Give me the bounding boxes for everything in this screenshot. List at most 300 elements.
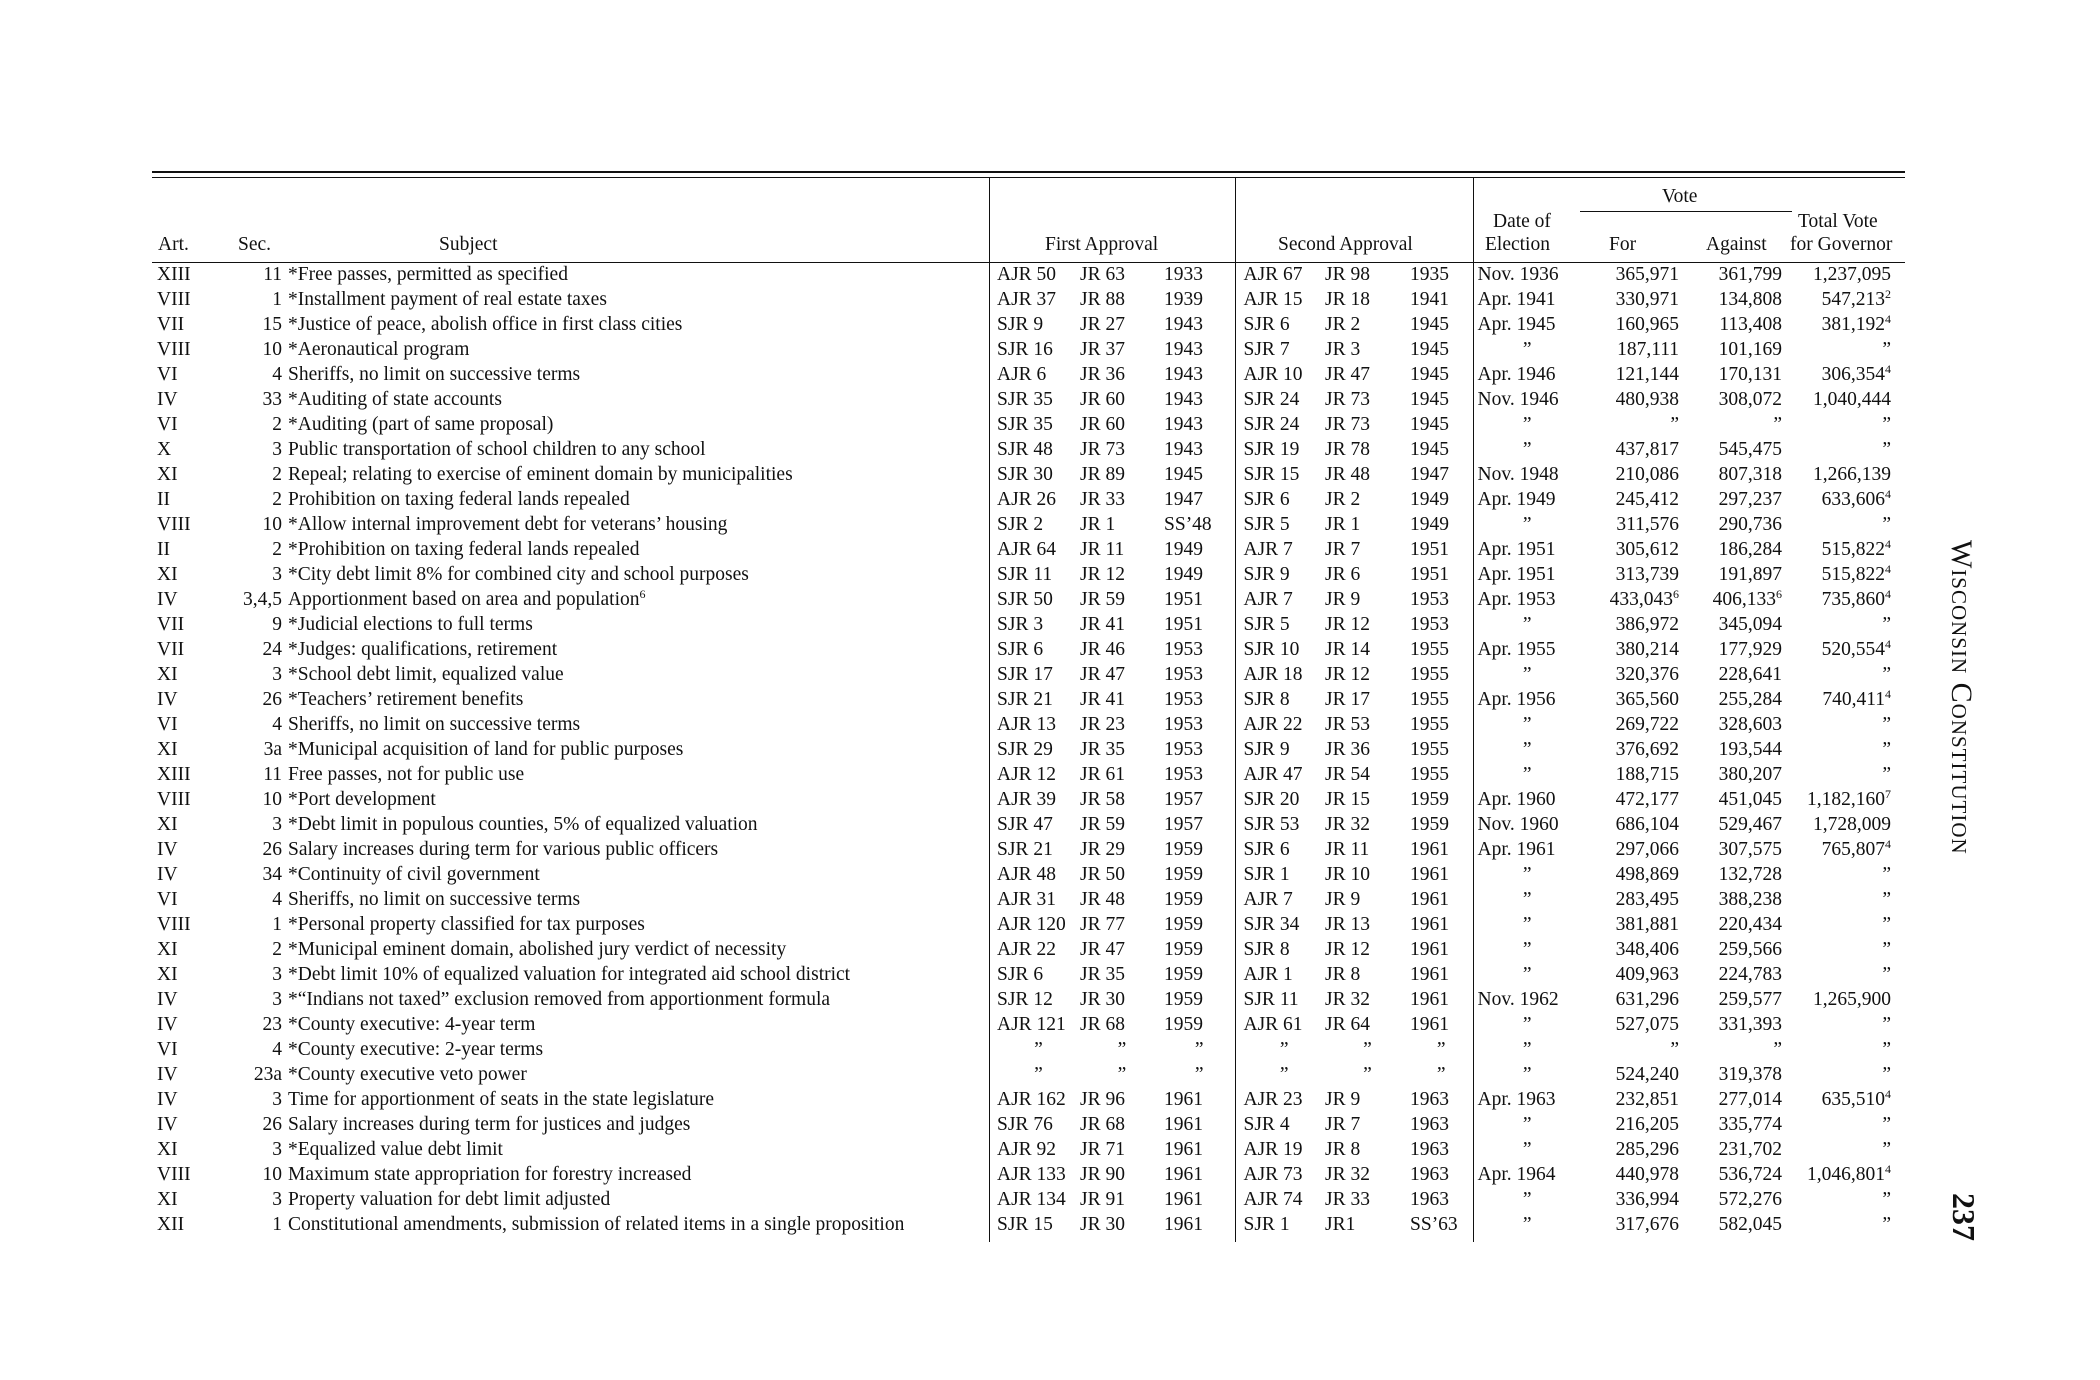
votes-against: 536,724 xyxy=(1718,1164,1782,1185)
first-approval-year: 1961 xyxy=(1164,1114,1203,1135)
votes-against: 193,544 xyxy=(1718,739,1782,760)
table-row xyxy=(152,337,1905,362)
votes-for: 440,978 xyxy=(1615,1164,1679,1185)
first-approval-jr: JR 58 xyxy=(1080,789,1125,810)
votes-for: 336,994 xyxy=(1615,1189,1679,1210)
first-approval-jr: JR 89 xyxy=(1080,464,1125,485)
total-vote-governor: 1,728,009 xyxy=(1813,814,1891,835)
first-approval-jr: JR 88 xyxy=(1080,289,1125,310)
second-approval-jr: JR 18 xyxy=(1325,289,1370,310)
second-approval-jr: JR 13 xyxy=(1325,914,1370,935)
second-approval-bill: SJR 34 xyxy=(1235,912,1325,937)
second-approval-jr: JR 12 xyxy=(1325,939,1370,960)
sec-cell: 33 xyxy=(262,389,282,410)
second-approval-year: 1963 xyxy=(1410,1164,1449,1185)
first-approval-jr: JR 29 xyxy=(1080,839,1125,860)
votes-against: 529,467 xyxy=(1718,814,1782,835)
second-approval-bill: SJR 24 xyxy=(1235,387,1325,412)
art-cell: XI xyxy=(157,464,178,485)
second-approval-year: 1961 xyxy=(1410,939,1449,960)
first-approval-bill: SJR 50 xyxy=(997,589,1053,610)
first-approval-year: 1959 xyxy=(1164,914,1203,935)
subject-cell: *County executive veto power xyxy=(288,1064,527,1085)
second-approval-year: 1951 xyxy=(1410,539,1449,560)
votes-for: 631,296 xyxy=(1615,989,1679,1010)
total-vote-governor: ” xyxy=(1882,1114,1891,1135)
sec-cell: 4 xyxy=(272,889,282,910)
first-approval-year: 1959 xyxy=(1164,989,1203,1010)
table-row xyxy=(152,512,1905,537)
sec-cell: 9 xyxy=(272,614,282,635)
votes-for: 472,177 xyxy=(1615,789,1679,810)
votes-against: 345,094 xyxy=(1718,614,1782,635)
second-approval-bill: SJR 7 xyxy=(1235,337,1325,362)
subject-cell: Sheriffs, no limit on successive terms xyxy=(288,889,581,910)
table-row xyxy=(152,437,1905,462)
election-date: ” xyxy=(1473,1137,1577,1162)
table-row xyxy=(152,912,1905,937)
first-approval-year: 1961 xyxy=(1164,1089,1203,1110)
subject-cell: Apportionment based on area and population$^6$ xyxy=(288,587,646,610)
sec-cell: 3 xyxy=(272,989,282,1010)
first-approval-year: 1943 xyxy=(1164,314,1203,335)
total-vote-governor: 515,822$^4$ xyxy=(1821,537,1891,560)
sec-cell: 2 xyxy=(272,539,282,560)
header-against: Against xyxy=(1706,234,1767,255)
votes-against: 101,169 xyxy=(1718,339,1782,360)
art-cell: VIII xyxy=(157,1164,191,1185)
first-approval-jr: JR 59 xyxy=(1080,814,1125,835)
votes-against: 572,276 xyxy=(1718,1189,1782,1210)
votes-against: 224,783 xyxy=(1718,964,1782,985)
sec-cell: 4 xyxy=(272,1039,282,1060)
second-approval-bill: AJR 10 xyxy=(1235,362,1325,387)
votes-for: 305,612 xyxy=(1615,539,1679,560)
table-row xyxy=(152,937,1905,962)
second-approval-bill: SJR 15 xyxy=(1235,462,1325,487)
second-approval-bill: AJR 23 xyxy=(1235,1087,1325,1112)
election-date: ” xyxy=(1473,1062,1577,1087)
votes-for: 320,376 xyxy=(1615,664,1679,685)
table-row xyxy=(152,387,1905,412)
votes-for: 245,412 xyxy=(1615,489,1679,510)
second-approval-bill: ” xyxy=(1235,1062,1325,1087)
first-approval-bill: SJR 48 xyxy=(997,439,1053,460)
votes-for: 381,881 xyxy=(1615,914,1679,935)
table-row xyxy=(152,1162,1905,1187)
table-row xyxy=(152,662,1905,687)
sec-cell: 34 xyxy=(262,864,282,885)
votes-for: 283,495 xyxy=(1615,889,1679,910)
election-date: Apr. 1951 xyxy=(1473,537,1577,562)
second-approval-year: 1955 xyxy=(1410,714,1449,735)
first-approval-jr: JR 47 xyxy=(1080,939,1125,960)
total-vote-governor: 633,606$^4$ xyxy=(1821,487,1891,510)
second-approval-year: 1949 xyxy=(1410,489,1449,510)
second-approval-jr: JR 98 xyxy=(1325,264,1370,285)
second-approval-bill: SJR 6 xyxy=(1235,312,1325,337)
subject-cell: *Justice of peace, abolish office in first class cities xyxy=(288,314,683,335)
art-cell: VI xyxy=(157,1039,178,1060)
sec-cell: 23a xyxy=(253,1064,282,1085)
first-approval-year: 1943 xyxy=(1164,364,1203,385)
sec-cell: 1 xyxy=(272,914,282,935)
sec-cell: 26 xyxy=(262,1114,282,1135)
top-rule-thick xyxy=(152,171,1905,173)
total-vote-governor: ” xyxy=(1882,414,1891,435)
table-row xyxy=(152,1012,1905,1037)
second-approval-bill: SJR 6 xyxy=(1235,487,1325,512)
art-cell: XI xyxy=(157,939,178,960)
second-approval-bill: AJR 61 xyxy=(1235,1012,1325,1037)
second-approval-bill: SJR 1 xyxy=(1235,862,1325,887)
first-approval-bill: AJR 6 xyxy=(997,364,1047,385)
votes-for: 313,739 xyxy=(1615,564,1679,585)
art-cell: VI xyxy=(157,364,178,385)
votes-for: 188,715 xyxy=(1615,764,1679,785)
table-row xyxy=(152,1112,1905,1137)
sec-cell: 24 xyxy=(262,639,282,660)
first-approval-bill: AJR 162 xyxy=(997,1089,1066,1110)
second-approval-jr: JR 64 xyxy=(1325,1014,1370,1035)
first-approval-bill: AJR 50 xyxy=(997,264,1057,285)
total-vote-governor: ” xyxy=(1882,714,1891,735)
subject-cell: *“Indians not taxed” exclusion removed from apportionment formula xyxy=(288,989,831,1010)
votes-against: 307,575 xyxy=(1718,839,1782,860)
subject-cell: *Aeronautical program xyxy=(288,339,470,360)
second-approval-year: 1941 xyxy=(1410,289,1449,310)
subject-cell: Salary increases during term for various public officers xyxy=(288,839,719,860)
total-vote-governor: ” xyxy=(1882,1039,1891,1060)
second-approval-jr: JR 48 xyxy=(1325,464,1370,485)
total-vote-governor: 306,354$^4$ xyxy=(1821,362,1891,385)
votes-for: 348,406 xyxy=(1615,939,1679,960)
first-approval-bill: AJR 37 xyxy=(997,289,1057,310)
total-vote-governor: ” xyxy=(1882,739,1891,760)
second-approval-bill: AJR 18 xyxy=(1235,662,1325,687)
second-approval-bill: SJR 11 xyxy=(1235,987,1325,1012)
art-cell: IV xyxy=(157,1064,178,1085)
votes-for: 317,676 xyxy=(1615,1214,1679,1235)
first-approval-bill: AJR 26 xyxy=(997,489,1057,510)
first-approval-jr: JR 73 xyxy=(1080,439,1125,460)
second-approval-bill: SJR 8 xyxy=(1235,937,1325,962)
election-date: ” xyxy=(1473,1037,1577,1062)
table-row xyxy=(152,1087,1905,1112)
art-cell: IV xyxy=(157,589,178,610)
first-approval-bill: SJR 9 xyxy=(997,314,1044,335)
first-approval-jr: JR 23 xyxy=(1080,714,1125,735)
votes-against: 388,238 xyxy=(1718,889,1782,910)
art-cell: IV xyxy=(157,1089,178,1110)
total-vote-governor: ” xyxy=(1882,339,1891,360)
first-approval-jr: JR 30 xyxy=(1080,989,1125,1010)
art-cell: IV xyxy=(157,389,178,410)
art-cell: VII xyxy=(157,314,185,335)
votes-for: 433,043$^6$ xyxy=(1609,587,1679,610)
second-approval-jr: JR 1 xyxy=(1325,514,1361,535)
subject-cell: Sheriffs, no limit on successive terms xyxy=(288,714,581,735)
total-vote-governor: 520,554$^4$ xyxy=(1821,637,1891,660)
art-cell: XIII xyxy=(157,764,191,785)
total-vote-governor: ” xyxy=(1882,664,1891,685)
first-approval-bill: SJR 15 xyxy=(997,1214,1053,1235)
election-date: ” xyxy=(1473,937,1577,962)
votes-against: 582,045 xyxy=(1718,1214,1782,1235)
second-approval-jr: JR 8 xyxy=(1325,964,1361,985)
total-vote-governor: 547,213$^2$ xyxy=(1821,287,1891,310)
sec-cell: 2 xyxy=(272,414,282,435)
subject-cell: Maximum state appropriation for forestry increased xyxy=(288,1164,692,1185)
first-approval-year: 1959 xyxy=(1164,839,1203,860)
votes-for: 297,066 xyxy=(1615,839,1679,860)
art-cell: XI xyxy=(157,739,178,760)
votes-against: 113,408 xyxy=(1719,314,1782,335)
election-date: ” xyxy=(1473,1012,1577,1037)
total-vote-governor: ” xyxy=(1882,1139,1891,1160)
second-approval-jr: JR 17 xyxy=(1325,689,1370,710)
first-approval-jr: JR 41 xyxy=(1080,689,1125,710)
votes-against: 134,808 xyxy=(1718,289,1782,310)
first-approval-bill: SJR 47 xyxy=(997,814,1053,835)
votes-against: 186,284 xyxy=(1718,539,1782,560)
total-vote-governor: 1,266,139 xyxy=(1813,464,1891,485)
votes-for: 269,722 xyxy=(1615,714,1679,735)
first-approval-bill: AJR 12 xyxy=(997,764,1057,785)
first-approval-jr: ” xyxy=(1117,1064,1127,1085)
header-art: Art. xyxy=(158,234,189,255)
table-row xyxy=(152,712,1905,737)
first-approval-jr: JR 60 xyxy=(1080,414,1125,435)
votes-against: 335,774 xyxy=(1718,1114,1782,1135)
first-approval-jr: JR 90 xyxy=(1080,1164,1125,1185)
art-cell: XI xyxy=(157,1189,178,1210)
first-approval-bill: AJR 48 xyxy=(997,864,1057,885)
votes-for: 480,938 xyxy=(1615,389,1679,410)
first-approval-bill: SJR 76 xyxy=(997,1114,1053,1135)
first-approval-year: 1959 xyxy=(1164,889,1203,910)
election-date: ” xyxy=(1473,1187,1577,1212)
first-approval-jr: JR 35 xyxy=(1080,739,1125,760)
first-approval-bill: AJR 31 xyxy=(997,889,1057,910)
second-approval-year: 1961 xyxy=(1410,989,1449,1010)
votes-against: 255,284 xyxy=(1718,689,1782,710)
votes-for: 187,111 xyxy=(1617,339,1679,360)
subject-cell: *Judges: qualifications, retirement xyxy=(288,639,558,660)
sec-cell: 3 xyxy=(272,964,282,985)
votes-for: 437,817 xyxy=(1615,439,1679,460)
vote-underline xyxy=(1580,211,1792,212)
table-row xyxy=(152,737,1905,762)
subject-cell: *County executive: 4-year term xyxy=(288,1014,536,1035)
art-cell: VIII xyxy=(157,789,191,810)
first-approval-bill: AJR 64 xyxy=(997,539,1057,560)
second-approval-jr: JR 9 xyxy=(1325,889,1361,910)
art-cell: XIII xyxy=(157,264,191,285)
art-cell: IV xyxy=(157,864,178,885)
first-approval-year: 1961 xyxy=(1164,1139,1203,1160)
header-sec: Sec. xyxy=(238,234,272,255)
total-vote-governor: ” xyxy=(1882,1064,1891,1085)
votes-for: 376,692 xyxy=(1615,739,1679,760)
sec-cell: 4 xyxy=(272,714,282,735)
first-approval-bill: SJR 2 xyxy=(997,514,1044,535)
votes-for: 160,965 xyxy=(1615,314,1679,335)
art-cell: XII xyxy=(157,1214,185,1235)
first-approval-year: 1961 xyxy=(1164,1189,1203,1210)
second-approval-year: 1945 xyxy=(1410,439,1449,460)
votes-against: 259,577 xyxy=(1718,989,1782,1010)
second-approval-bill: SJR 9 xyxy=(1235,562,1325,587)
votes-for: 524,240 xyxy=(1615,1064,1679,1085)
sec-cell: 2 xyxy=(272,489,282,510)
votes-against: 451,045 xyxy=(1718,789,1782,810)
first-approval-bill: AJR 92 xyxy=(997,1139,1057,1160)
art-cell: VIII xyxy=(157,339,191,360)
sec-cell: 3 xyxy=(272,564,282,585)
election-date: Apr. 1951 xyxy=(1473,562,1577,587)
table-row xyxy=(152,1137,1905,1162)
election-date: Apr. 1964 xyxy=(1473,1162,1577,1187)
second-approval-bill: AJR 74 xyxy=(1235,1187,1325,1212)
page-number: 237 xyxy=(1946,1193,1982,1241)
subject-cell: *Teachers’ retirement benefits xyxy=(288,689,524,710)
first-approval-year: 1959 xyxy=(1164,864,1203,885)
election-date: ” xyxy=(1473,887,1577,912)
first-approval-jr: JR 68 xyxy=(1080,1114,1125,1135)
first-approval-year: 1951 xyxy=(1164,614,1203,635)
second-approval-bill: SJR 53 xyxy=(1235,812,1325,837)
first-approval-jr: JR 60 xyxy=(1080,389,1125,410)
subject-cell: *Debt limit in populous counties, 5% of equalized valuation xyxy=(288,814,758,835)
art-cell: X xyxy=(157,439,172,460)
subject-cell: Time for apportionment of seats in the state legislature xyxy=(288,1089,715,1110)
second-approval-year: 1961 xyxy=(1410,839,1449,860)
first-approval-year: 1961 xyxy=(1164,1214,1203,1235)
table-row xyxy=(152,487,1905,512)
subject-cell: Public transportation of school children to any school xyxy=(288,439,706,460)
subject-cell: Salary increases during term for justices and judges xyxy=(288,1114,691,1135)
second-approval-bill: AJR 15 xyxy=(1235,287,1325,312)
first-approval-bill: SJR 30 xyxy=(997,464,1053,485)
header-for: For xyxy=(1609,234,1637,255)
first-approval-year: 1959 xyxy=(1164,939,1203,960)
election-date: ” xyxy=(1473,512,1577,537)
votes-for: 686,104 xyxy=(1615,814,1679,835)
votes-for: 232,851 xyxy=(1615,1089,1679,1110)
votes-against: ” xyxy=(1773,1039,1782,1060)
first-approval-year: 1959 xyxy=(1164,964,1203,985)
subject-cell: *Municipal acquisition of land for public purposes xyxy=(288,739,684,760)
votes-for: 365,971 xyxy=(1615,264,1679,285)
second-approval-bill: SJR 20 xyxy=(1235,787,1325,812)
second-approval-jr: JR1 xyxy=(1325,1214,1356,1235)
first-approval-year: 1947 xyxy=(1164,489,1203,510)
total-vote-governor: 735,860$^4$ xyxy=(1821,587,1891,610)
second-approval-jr: JR 73 xyxy=(1325,414,1370,435)
second-approval-bill: SJR 1 xyxy=(1235,1212,1325,1237)
subject-cell: *Equalized value debt limit xyxy=(288,1139,503,1160)
second-approval-jr: JR 2 xyxy=(1325,489,1361,510)
art-cell: XI xyxy=(157,964,178,985)
art-cell: IV xyxy=(157,689,178,710)
first-approval-jr: JR 63 xyxy=(1080,264,1125,285)
first-approval-year: 1949 xyxy=(1164,564,1203,585)
first-approval-bill: SJR 11 xyxy=(997,564,1053,585)
second-approval-year: 1945 xyxy=(1410,414,1449,435)
header-total-line2: for Governor xyxy=(1790,234,1893,255)
art-cell: IV xyxy=(157,989,178,1010)
second-approval-year: 1953 xyxy=(1410,614,1449,635)
second-approval-jr: JR 32 xyxy=(1325,1164,1370,1185)
table-row xyxy=(152,462,1905,487)
first-approval-year: 1949 xyxy=(1164,539,1203,560)
first-approval-year: ” xyxy=(1194,1039,1204,1060)
second-approval-jr: JR 78 xyxy=(1325,439,1370,460)
first-approval-year: 1957 xyxy=(1164,814,1203,835)
election-date: ” xyxy=(1473,762,1577,787)
subject-cell: *Debt limit 10% of equalized valuation for integrated aid school district xyxy=(288,964,851,985)
amendments-table xyxy=(152,262,1905,1237)
sec-cell: 26 xyxy=(262,839,282,860)
second-approval-jr: JR 7 xyxy=(1325,1114,1361,1135)
votes-against: 308,072 xyxy=(1718,389,1782,410)
second-approval-year: ” xyxy=(1436,1064,1446,1085)
second-approval-jr: JR 32 xyxy=(1325,989,1370,1010)
sec-cell: 26 xyxy=(262,689,282,710)
first-approval-jr: JR 61 xyxy=(1080,764,1125,785)
election-date: ” xyxy=(1473,437,1577,462)
subject-cell: Sheriffs, no limit on successive terms xyxy=(288,364,581,385)
total-vote-governor: 1,237,095 xyxy=(1813,264,1891,285)
election-date: Apr. 1946 xyxy=(1473,362,1577,387)
first-approval-year: 1953 xyxy=(1164,639,1203,660)
total-vote-governor: 381,192$^4$ xyxy=(1821,312,1891,335)
total-vote-governor: 1,046,801$^4$ xyxy=(1807,1162,1891,1185)
first-approval-jr: JR 71 xyxy=(1080,1139,1125,1160)
sec-cell: 23 xyxy=(262,1014,282,1035)
running-title: Wisconsin Constitution xyxy=(1945,540,1978,855)
second-approval-year: 1955 xyxy=(1410,664,1449,685)
second-approval-bill: AJR 1 xyxy=(1235,962,1325,987)
first-approval-bill: SJR 17 xyxy=(997,664,1053,685)
table-row xyxy=(152,287,1905,312)
second-approval-year: 1959 xyxy=(1410,789,1449,810)
second-approval-bill: SJR 4 xyxy=(1235,1112,1325,1137)
total-vote-governor: ” xyxy=(1882,1014,1891,1035)
subject-cell: *School debt limit, equalized value xyxy=(288,664,564,685)
second-approval-year: ” xyxy=(1436,1039,1446,1060)
second-approval-bill: ” xyxy=(1235,1037,1325,1062)
table-row xyxy=(152,262,1905,287)
second-approval-jr: JR 36 xyxy=(1325,739,1370,760)
second-approval-jr: JR 7 xyxy=(1325,539,1361,560)
second-approval-year: 1963 xyxy=(1410,1114,1449,1135)
second-approval-jr: JR 14 xyxy=(1325,639,1370,660)
second-approval-jr: JR 11 xyxy=(1325,839,1370,860)
total-vote-governor: ” xyxy=(1882,764,1891,785)
election-date: ” xyxy=(1473,737,1577,762)
sec-cell: 10 xyxy=(262,514,282,535)
sec-cell: 3,4,5 xyxy=(243,589,282,610)
subject-cell: *Prohibition on taxing federal lands repealed xyxy=(288,539,640,560)
first-approval-bill: AJR 121 xyxy=(997,1014,1066,1035)
first-approval-jr: JR 96 xyxy=(1080,1089,1125,1110)
election-date: ” xyxy=(1473,862,1577,887)
table-body xyxy=(152,262,1905,1237)
first-approval-jr: JR 37 xyxy=(1080,339,1125,360)
second-approval-year: 1961 xyxy=(1410,1014,1449,1035)
